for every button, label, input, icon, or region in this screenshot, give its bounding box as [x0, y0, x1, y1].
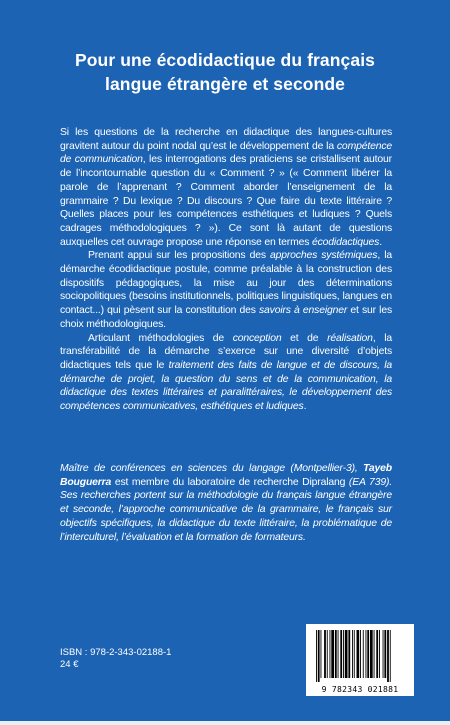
barcode-bar	[330, 630, 331, 678]
summary-paragraph-1: Si les questions de la recherche en didactique des langues-cultures gravitent autour du point nodal qu’est le développement de la compétence de communication, les interrogations des praticiens se cristallisent autour de l’incontournable question du « Comment ? » (« Comment libérer la parole de l’apprenant ? Comment aborder l’enseignement de la grammaire ? Du lexique ? Du discours ? Que faire du texte littéraire ? Quelles places pour les compétences esthétiques et ludiques ? Quels cadrages méthodologiques ? »). Ce sont là autant de questions auxquelles cet ouvrage propose une réponse en termes écodidactiques.	[60, 127, 392, 248]
barcode-bar	[376, 630, 378, 678]
barcode-bar	[324, 630, 326, 678]
barcode-bar	[384, 630, 386, 678]
barcode-bar	[316, 630, 317, 682]
title-line-1: Pour une écodidactique du français	[75, 50, 375, 70]
barcode-bar	[352, 630, 353, 678]
summary-paragraph-3: Articulant méthodologies de conception et de réalisation, la transférabilité de la démarche s’exerce sur une diversité d’objets didactiques tels que le traitement des faits de langue et de discours, la démarche de projet, la question du sens et de la communication, la didactique des textes littéraires et paralittéraires, le développement des compétences communicatives, esthétiques et ludiques.	[60, 332, 393, 413]
barcode-bar	[354, 630, 355, 678]
barcode-bar	[331, 630, 334, 678]
barcode-bars	[306, 624, 414, 684]
barcode	[306, 624, 414, 696]
barcode-bar	[374, 630, 375, 678]
barcode-bar	[321, 630, 322, 678]
author-bio: Maître de conférences en sciences du langage (Montpellier-3), Tayeb Bouguerra est membre du laboratoire de recherche Dipralang (EA 739). Ses recherches portent sur la méthodologie du français langue étrangère et seconde, l’approche communicative de la grammaire, le français sur objectifs spécifiques, la didactique du texte littéraire, la problématique de l’interculturel, l’évaluation et la formation de formateurs.	[60, 463, 392, 543]
barcode-bar	[379, 630, 380, 678]
barcode-bar	[370, 630, 373, 678]
barcode-bar	[338, 630, 339, 678]
isbn-number: ISBN : 978-2-343-02188-1	[60, 647, 172, 658]
barcode-bar	[366, 630, 367, 678]
summary-paragraph-2: Prenant appui sur les propositions des approches systémiques, la démarche écodidactique postule, comme préalable à la construction des dispositifs pédagogiques, la mise au jour des déterminations sociopolitiques (besoins institutionnels, politiques linguistiques, langues en contact...) qui pèsent sur la constitution des savoirs à enseigner et sur les choix méthodologiques.	[60, 250, 392, 330]
barcode-bar	[340, 630, 342, 678]
barcode-bar	[390, 630, 391, 682]
barcode-bar	[387, 630, 389, 682]
barcode-bar	[348, 630, 350, 678]
barcode-bar	[363, 630, 364, 678]
barcode-digits: 9 782343 021881	[321, 685, 399, 694]
barcode-bar	[343, 630, 344, 678]
barcode-bar	[360, 630, 361, 678]
bottom-edge	[0, 721, 450, 725]
book-title	[30, 48, 420, 96]
summary-text	[60, 126, 392, 414]
barcode-bar	[327, 630, 328, 678]
barcode-bar	[367, 630, 369, 678]
barcode-bar	[335, 630, 337, 678]
author-name: Tayeb Bouguerra	[60, 463, 392, 488]
barcode-bar	[357, 630, 360, 678]
barcode-bar	[318, 630, 320, 682]
isbn-block	[60, 647, 171, 671]
price: 24 €	[60, 659, 79, 670]
lab-name: Dipralang	[302, 476, 346, 488]
title-line-2: langue étrangère et seconde	[104, 74, 345, 94]
barcode-bar	[345, 630, 348, 678]
barcode-bar	[383, 630, 384, 678]
